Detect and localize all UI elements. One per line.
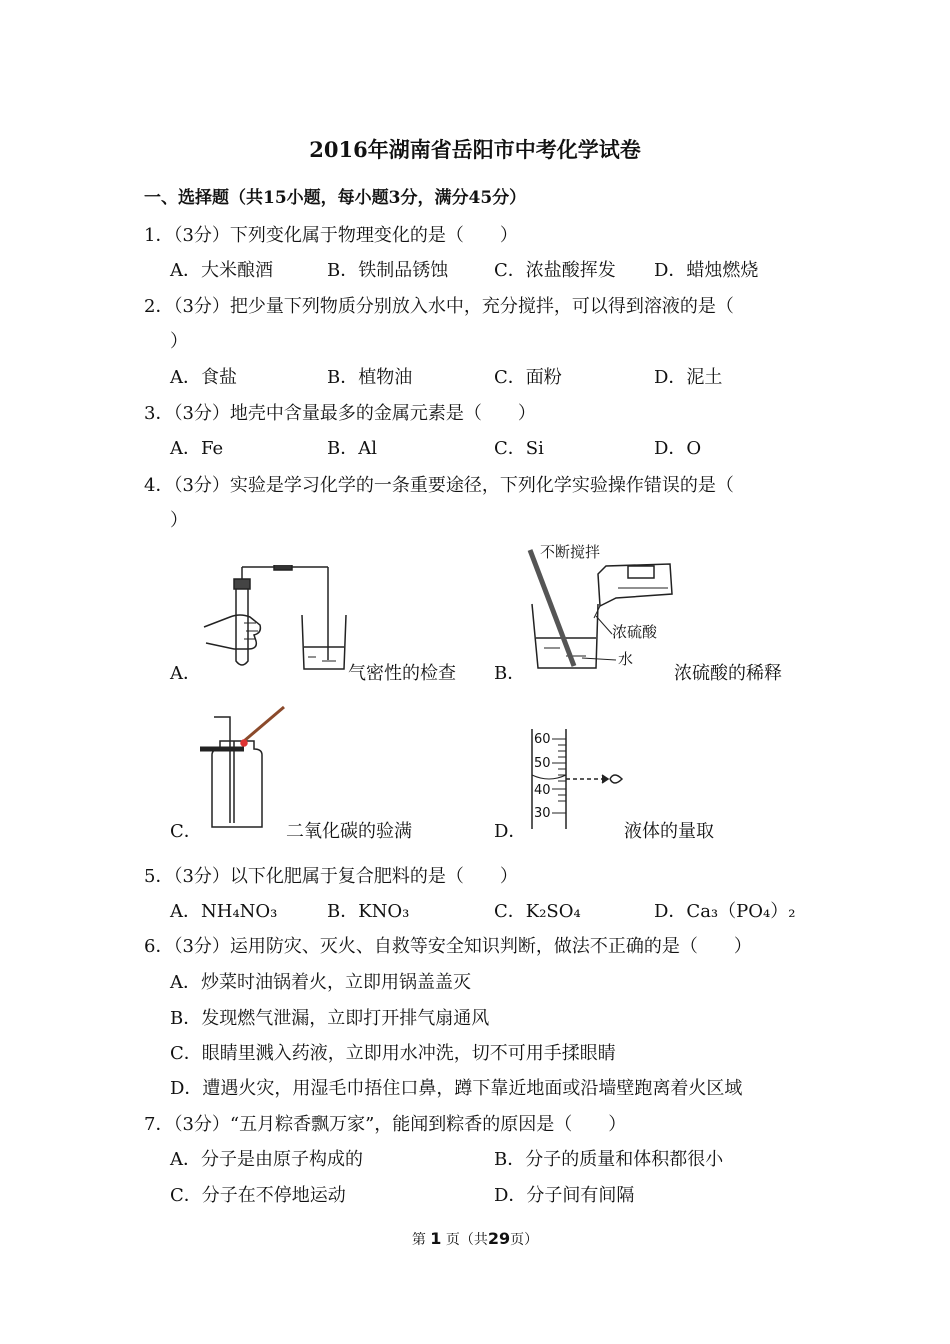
tick-50: 50: [534, 756, 551, 771]
q6-option-b: B．发现燃气泄漏，立即打开排气扇通风: [170, 1008, 490, 1029]
label-acid: 浓硫酸: [612, 623, 658, 641]
question-3-stem: 3．（3分）地壳中含量最多的金属元素是（ ）: [144, 403, 536, 424]
label-stir: 不断搅拌: [540, 543, 601, 561]
q3-option-c: C．Si: [494, 438, 544, 459]
q4-option-c: C．: [170, 821, 202, 842]
q2-option-a: A．食盐: [170, 367, 237, 388]
q6-option-c: C．眼睛里溅入药液，立即用水冲洗，切不可用手揉眼睛: [170, 1043, 616, 1064]
q3-option-b: B．Al: [327, 438, 377, 459]
question-6-stem: 6．（3分）运用防灾、灭火、自救等安全知识判断，做法不正确的是（ ）: [144, 936, 752, 957]
question-1-stem: 1．（3分）下列变化属于物理变化的是（ ）: [144, 225, 518, 246]
q7-option-d: D．分子间有间隔: [494, 1185, 635, 1206]
q7-option-b: B．分子的质量和体积都很小: [494, 1149, 724, 1170]
q4-caption-d: 液体的量取: [624, 821, 714, 842]
footer-prefix: 第: [411, 1232, 426, 1248]
q7-option-a: A．分子是由原子构成的: [170, 1149, 363, 1170]
q4-caption-a: 气密性的检查: [348, 663, 456, 684]
q2-option-c: C．面粉: [494, 367, 562, 388]
q4-option-b: B．: [494, 663, 526, 684]
footer-suffix: 页）: [510, 1232, 539, 1248]
q5-option-b: B．KNO₃: [327, 901, 410, 922]
question-4-stem: 4．（3分）实验是学习化学的一条重要途径，下列化学实验操作错误的是（: [144, 475, 734, 496]
question-2-stem-cont: ）: [170, 331, 188, 352]
figure-acid-dilution: [520, 544, 680, 674]
question-4-stem-cont: ）: [170, 510, 188, 531]
q6-option-d: D．遭遇火灾，用湿毛巾捂住口鼻，蹲下靠近地面或沿墙壁跑离着火区域: [170, 1078, 743, 1099]
q3-option-a: A．Fe: [170, 438, 224, 459]
q4-option-a: A．: [170, 663, 201, 684]
figure-airtightness-check: [200, 565, 350, 675]
q1-option-d: D．蜡烛燃烧: [654, 260, 759, 281]
footer-page-number: 1: [430, 1229, 442, 1248]
q2-option-d: D．泥土: [654, 367, 723, 388]
page-footer: [0, 1231, 950, 1247]
question-7-stem: 7．（3分）“五月粽香飘万家”，能闻到粽香的原因是（ ）: [144, 1114, 627, 1135]
q4-caption-b: 浓硫酸的稀释: [674, 663, 782, 684]
q3-option-d: D．O: [654, 438, 702, 459]
q5-option-c: C．K₂SO₄: [494, 901, 581, 922]
footer-total-pages: 29: [487, 1229, 511, 1248]
q5-option-d: D．Ca₃（PO₄）₂: [654, 901, 796, 922]
tick-30: 30: [534, 806, 551, 821]
page-title: 2016年湖南省岳阳市中考化学试卷: [309, 137, 641, 162]
q1-option-b: B．铁制品锈蚀: [327, 260, 449, 281]
tick-40: 40: [534, 783, 551, 798]
q6-option-a: A．炒菜时油锅着火，立即用锅盖盖灭: [170, 972, 471, 993]
q7-option-c: C．分子在不停地运动: [170, 1185, 346, 1206]
question-2-stem: 2．（3分）把少量下列物质分别放入水中，充分搅拌，可以得到溶液的是（: [144, 296, 734, 317]
tick-60: 60: [534, 732, 551, 747]
section-heading: 一、选择题（共15小题，每小题3分，满分45分）: [144, 188, 527, 208]
q1-option-a: A．大米酿酒: [170, 260, 273, 281]
figure-co2-check: [200, 705, 290, 830]
q1-option-c: C．浓盐酸挥发: [494, 260, 616, 281]
q5-option-a: A．NH₄NO₃: [170, 901, 278, 922]
footer-middle: 页（共: [445, 1232, 488, 1248]
q4-option-d: D．: [494, 821, 527, 842]
label-water: 水: [618, 650, 634, 668]
q4-caption-c: 二氧化碳的验满: [286, 821, 412, 842]
q2-option-b: B．植物油: [327, 367, 413, 388]
question-5-stem: 5．（3分）以下化肥属于复合肥料的是（ ）: [144, 866, 518, 887]
